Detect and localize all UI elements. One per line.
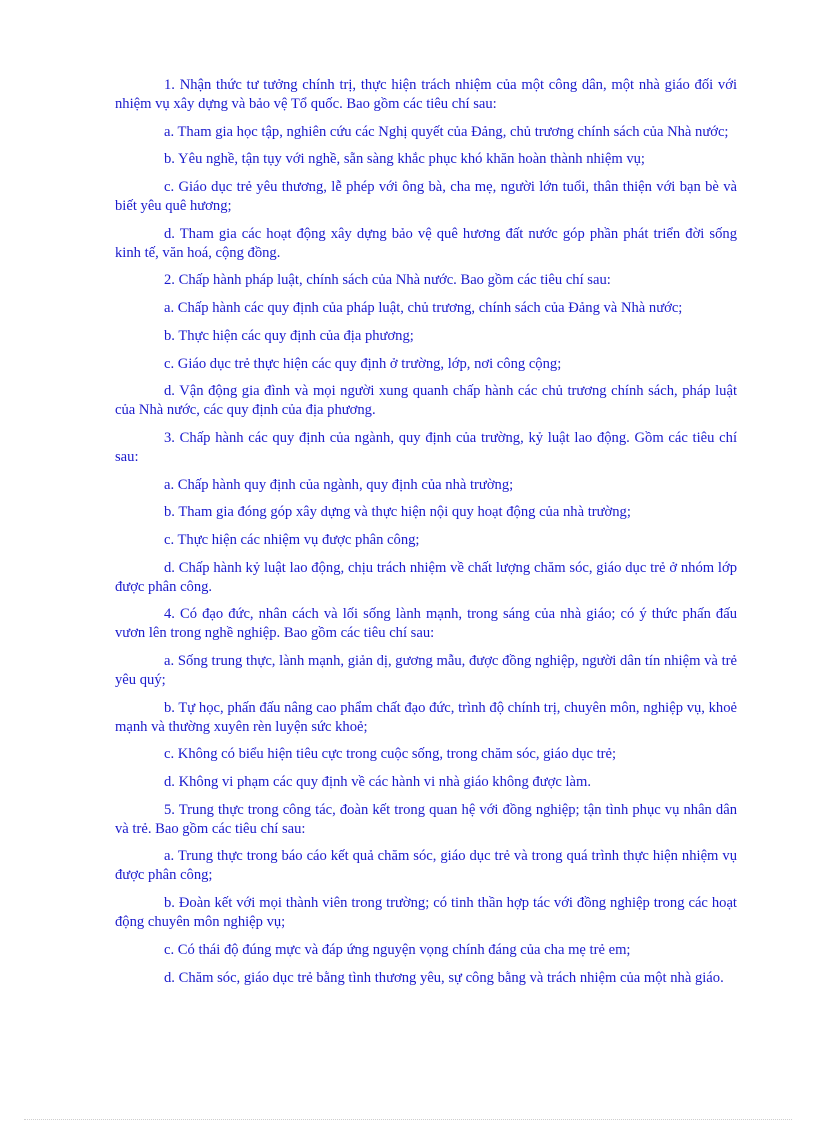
paragraph-item-2d: d. Vận động gia đình và mọi người xung quanh chấp hành các chủ trương chính sách, pháp luật của Nhà nước, các quy định của địa phương.: [115, 383, 737, 419]
paragraph-item-4b: b. Tự học, phấn đấu nâng cao phẩm chất đạo đức, trình độ chính trị, chuyên môn, nghiệp vụ, khoẻ mạnh và thường xuyên rèn luyện sức khoẻ;: [115, 699, 737, 735]
paragraph-item-4a: a. Sống trung thực, lành mạnh, giản dị, gương mẫu, được đồng nghiệp, người dân tín nhiệm và trẻ yêu quý;: [115, 653, 737, 688]
paragraph-item-5d: d. Chăm sóc, giáo dục trẻ bằng tình thương yêu, sự công bằng và trách nhiệm của một nhà giáo.: [164, 969, 724, 986]
paragraph-item-2c: c. Giáo dục trẻ thực hiện các quy định ở trường, lớp, nơi công cộng;: [164, 355, 562, 372]
paragraph-item-2a: a. Chấp hành các quy định của pháp luật, chủ trương, chính sách của Đảng và Nhà nước;: [164, 300, 683, 317]
paragraph-item-2b: b. Thực hiện các quy định của địa phương;: [164, 327, 414, 344]
paragraph-criterion-1: 1. Nhận thức tư tưởng chính trị, thực hiện trách nhiệm của một công dân, một nhà giáo đối với nhiệm vụ xây dựng và bảo vệ Tổ quốc. Bao gồm các tiêu chí sau:: [115, 77, 737, 112]
paragraph-item-1a: a. Tham gia học tập, nghiên cứu các Nghị quyết của Đảng, chủ trương chính sách của Nhà nước;: [164, 123, 729, 140]
paragraph-item-5a: a. Trung thực trong báo cáo kết quả chăm sóc, giáo dục trẻ và trong quá trình thực hiện nhiệm vụ được phân công;: [115, 848, 737, 884]
paragraph-item-1b: b. Yêu nghề, tận tụy với nghề, sẵn sàng khắc phục khó khăn hoàn thành nhiệm vụ;: [164, 151, 645, 168]
paragraph-criterion-4: 4. Có đạo đức, nhân cách và lối sống lành mạnh, trong sáng của nhà giáo; có ý thức phấn đấu vươn lên trong nghề nghiệp. Bao gồm các tiêu chí sau:: [115, 606, 737, 642]
paragraph-item-1d: d. Tham gia các hoạt động xây dựng bảo vệ quê hương đất nước góp phần phát triển đời sống kinh tế, văn hoá, cộng đồng.: [115, 225, 737, 261]
paragraph-item-3b: b. Tham gia đóng góp xây dựng và thực hiện nội quy hoạt động của nhà trường;: [164, 504, 631, 521]
document-body: [115, 76, 737, 996]
paragraph-item-4d: d. Không vi phạm các quy định về các hành vi nhà giáo không được làm.: [164, 774, 591, 791]
page-bottom-divider: [24, 1119, 792, 1120]
paragraph-item-5c: c. Có thái độ đúng mực và đáp ứng nguyện vọng chính đáng của cha mẹ trẻ em;: [164, 941, 631, 958]
paragraph-item-5b: b. Đoàn kết với mọi thành viên trong trường; có tinh thần hợp tác với đồng nghiệp trong các hoạt động chuyên môn nghiệp vụ;: [115, 895, 737, 931]
paragraph-criterion-3: 3. Chấp hành các quy định của ngành, quy định của trường, kỷ luật lao động. Gồm các tiêu chí sau:: [115, 429, 737, 465]
paragraph-item-1c: c. Giáo dục trẻ yêu thương, lễ phép với ông bà, cha mẹ, người lớn tuổi, thân thiện với bạn bè và biết yêu quê hương;: [115, 179, 737, 215]
paragraph-criterion-2: 2. Chấp hành pháp luật, chính sách của Nhà nước. Bao gồm các tiêu chí sau:: [164, 272, 611, 289]
paragraph-item-3c: c. Thực hiện các nhiệm vụ được phân công;: [164, 531, 420, 548]
paragraph-criterion-5: 5. Trung thực trong công tác, đoàn kết trong quan hệ với đồng nghiệp; tận tình phục vụ nhân dân và trẻ. Bao gồm các tiêu chí sau:: [115, 801, 737, 837]
paragraph-item-3d: d. Chấp hành kỷ luật lao động, chịu trách nhiệm về chất lượng chăm sóc, giáo dục trẻ ở nhóm lớp được phân công.: [115, 559, 737, 595]
paragraph-item-3a: a. Chấp hành quy định của ngành, quy định của nhà trường;: [164, 476, 514, 493]
paragraph-item-4c: c. Không có biểu hiện tiêu cực trong cuộc sống, trong chăm sóc, giáo dục trẻ;: [164, 746, 617, 763]
